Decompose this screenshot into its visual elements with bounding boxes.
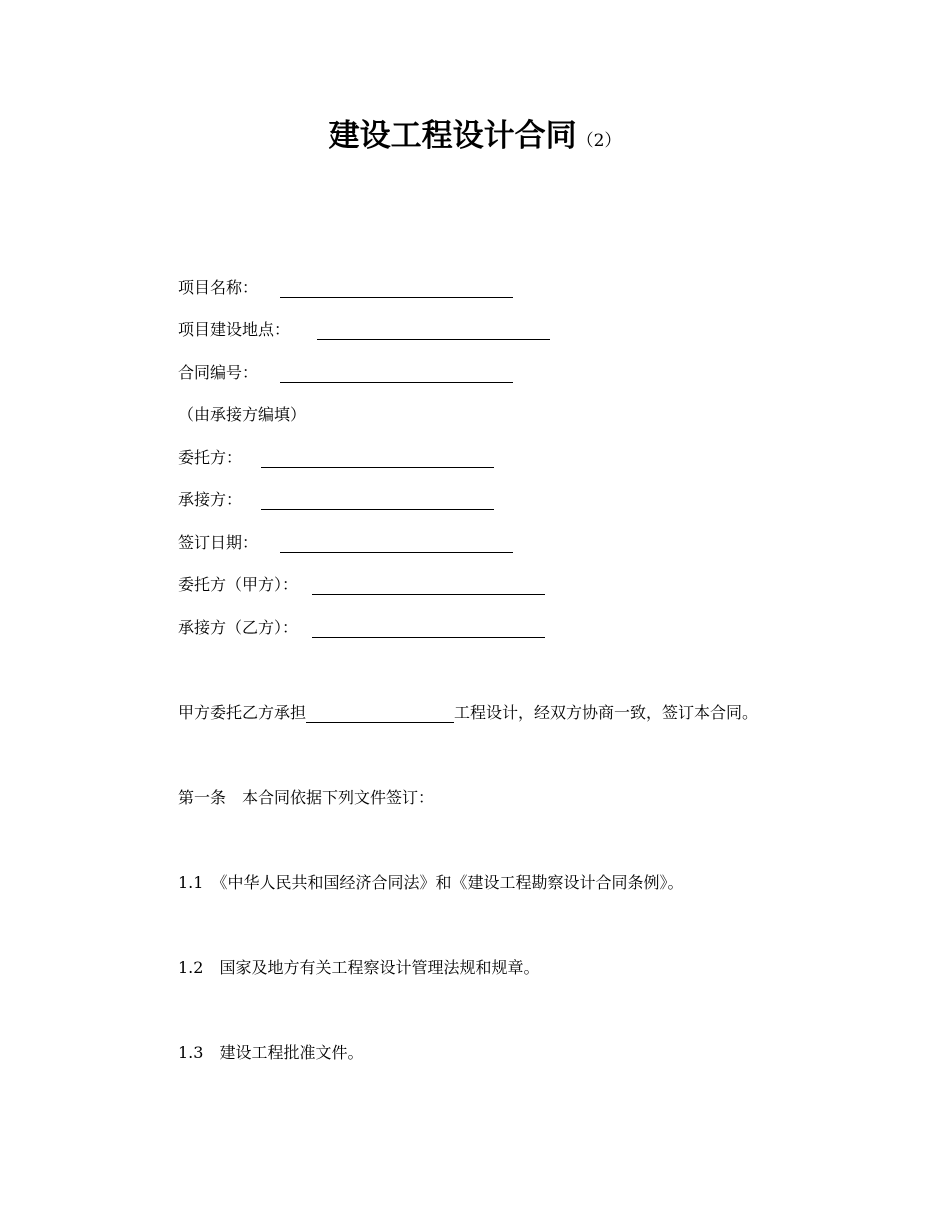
fill-in-blank (306, 701, 454, 723)
field-label: 合同编号： (178, 363, 259, 382)
fill-in-blank (261, 488, 494, 510)
field-label: 承接方： (178, 490, 243, 509)
intro-after-blank: 工程设计，经双方协商一致，签订本合同。 (454, 703, 759, 722)
intro-before-blank: 甲方委托乙方承担 (178, 703, 307, 722)
field-party-a (178, 573, 545, 597)
field-label: 承接方（乙方）： (178, 618, 299, 637)
field-signing-date (178, 531, 513, 555)
filled-by-note: （由承接方编填） (178, 405, 307, 424)
field-project-location (178, 318, 550, 342)
fill-in-blank (317, 318, 550, 340)
title-main: 建设工程设计合同 (328, 118, 577, 154)
field-label: 委托方： (178, 448, 243, 467)
article-1-heading: 第一条 本合同依据下列文件签订： (178, 788, 435, 807)
field-party-b (178, 616, 545, 640)
field-project-name (178, 276, 513, 300)
field-client (178, 446, 494, 470)
field-contract-number (178, 361, 513, 385)
fill-in-blank (261, 446, 494, 468)
fill-in-blank (312, 573, 545, 595)
field-contractor (178, 488, 494, 512)
fill-in-blank (280, 531, 513, 553)
fill-in-blank (280, 361, 513, 383)
field-label: 项目名称： (178, 278, 259, 297)
intro-paragraph (178, 701, 758, 725)
fill-in-blank (312, 616, 545, 638)
document-title (0, 112, 950, 165)
field-label: 签订日期： (178, 533, 259, 552)
field-label: 委托方（甲方）： (178, 575, 299, 594)
article-1-item: 1.3 建设工程批准文件。 (178, 1043, 364, 1062)
field-label: 项目建设地点： (178, 320, 291, 339)
article-1-item: 1.2 国家及地方有关工程察设计管理法规和规章。 (178, 958, 540, 977)
fill-in-blank (280, 276, 513, 298)
title-suffix: （2） (576, 131, 622, 151)
article-1-item: 1.1 《中华人民共和国经济合同法》和《建设工程勘察设计合同条例》。 (178, 873, 684, 892)
